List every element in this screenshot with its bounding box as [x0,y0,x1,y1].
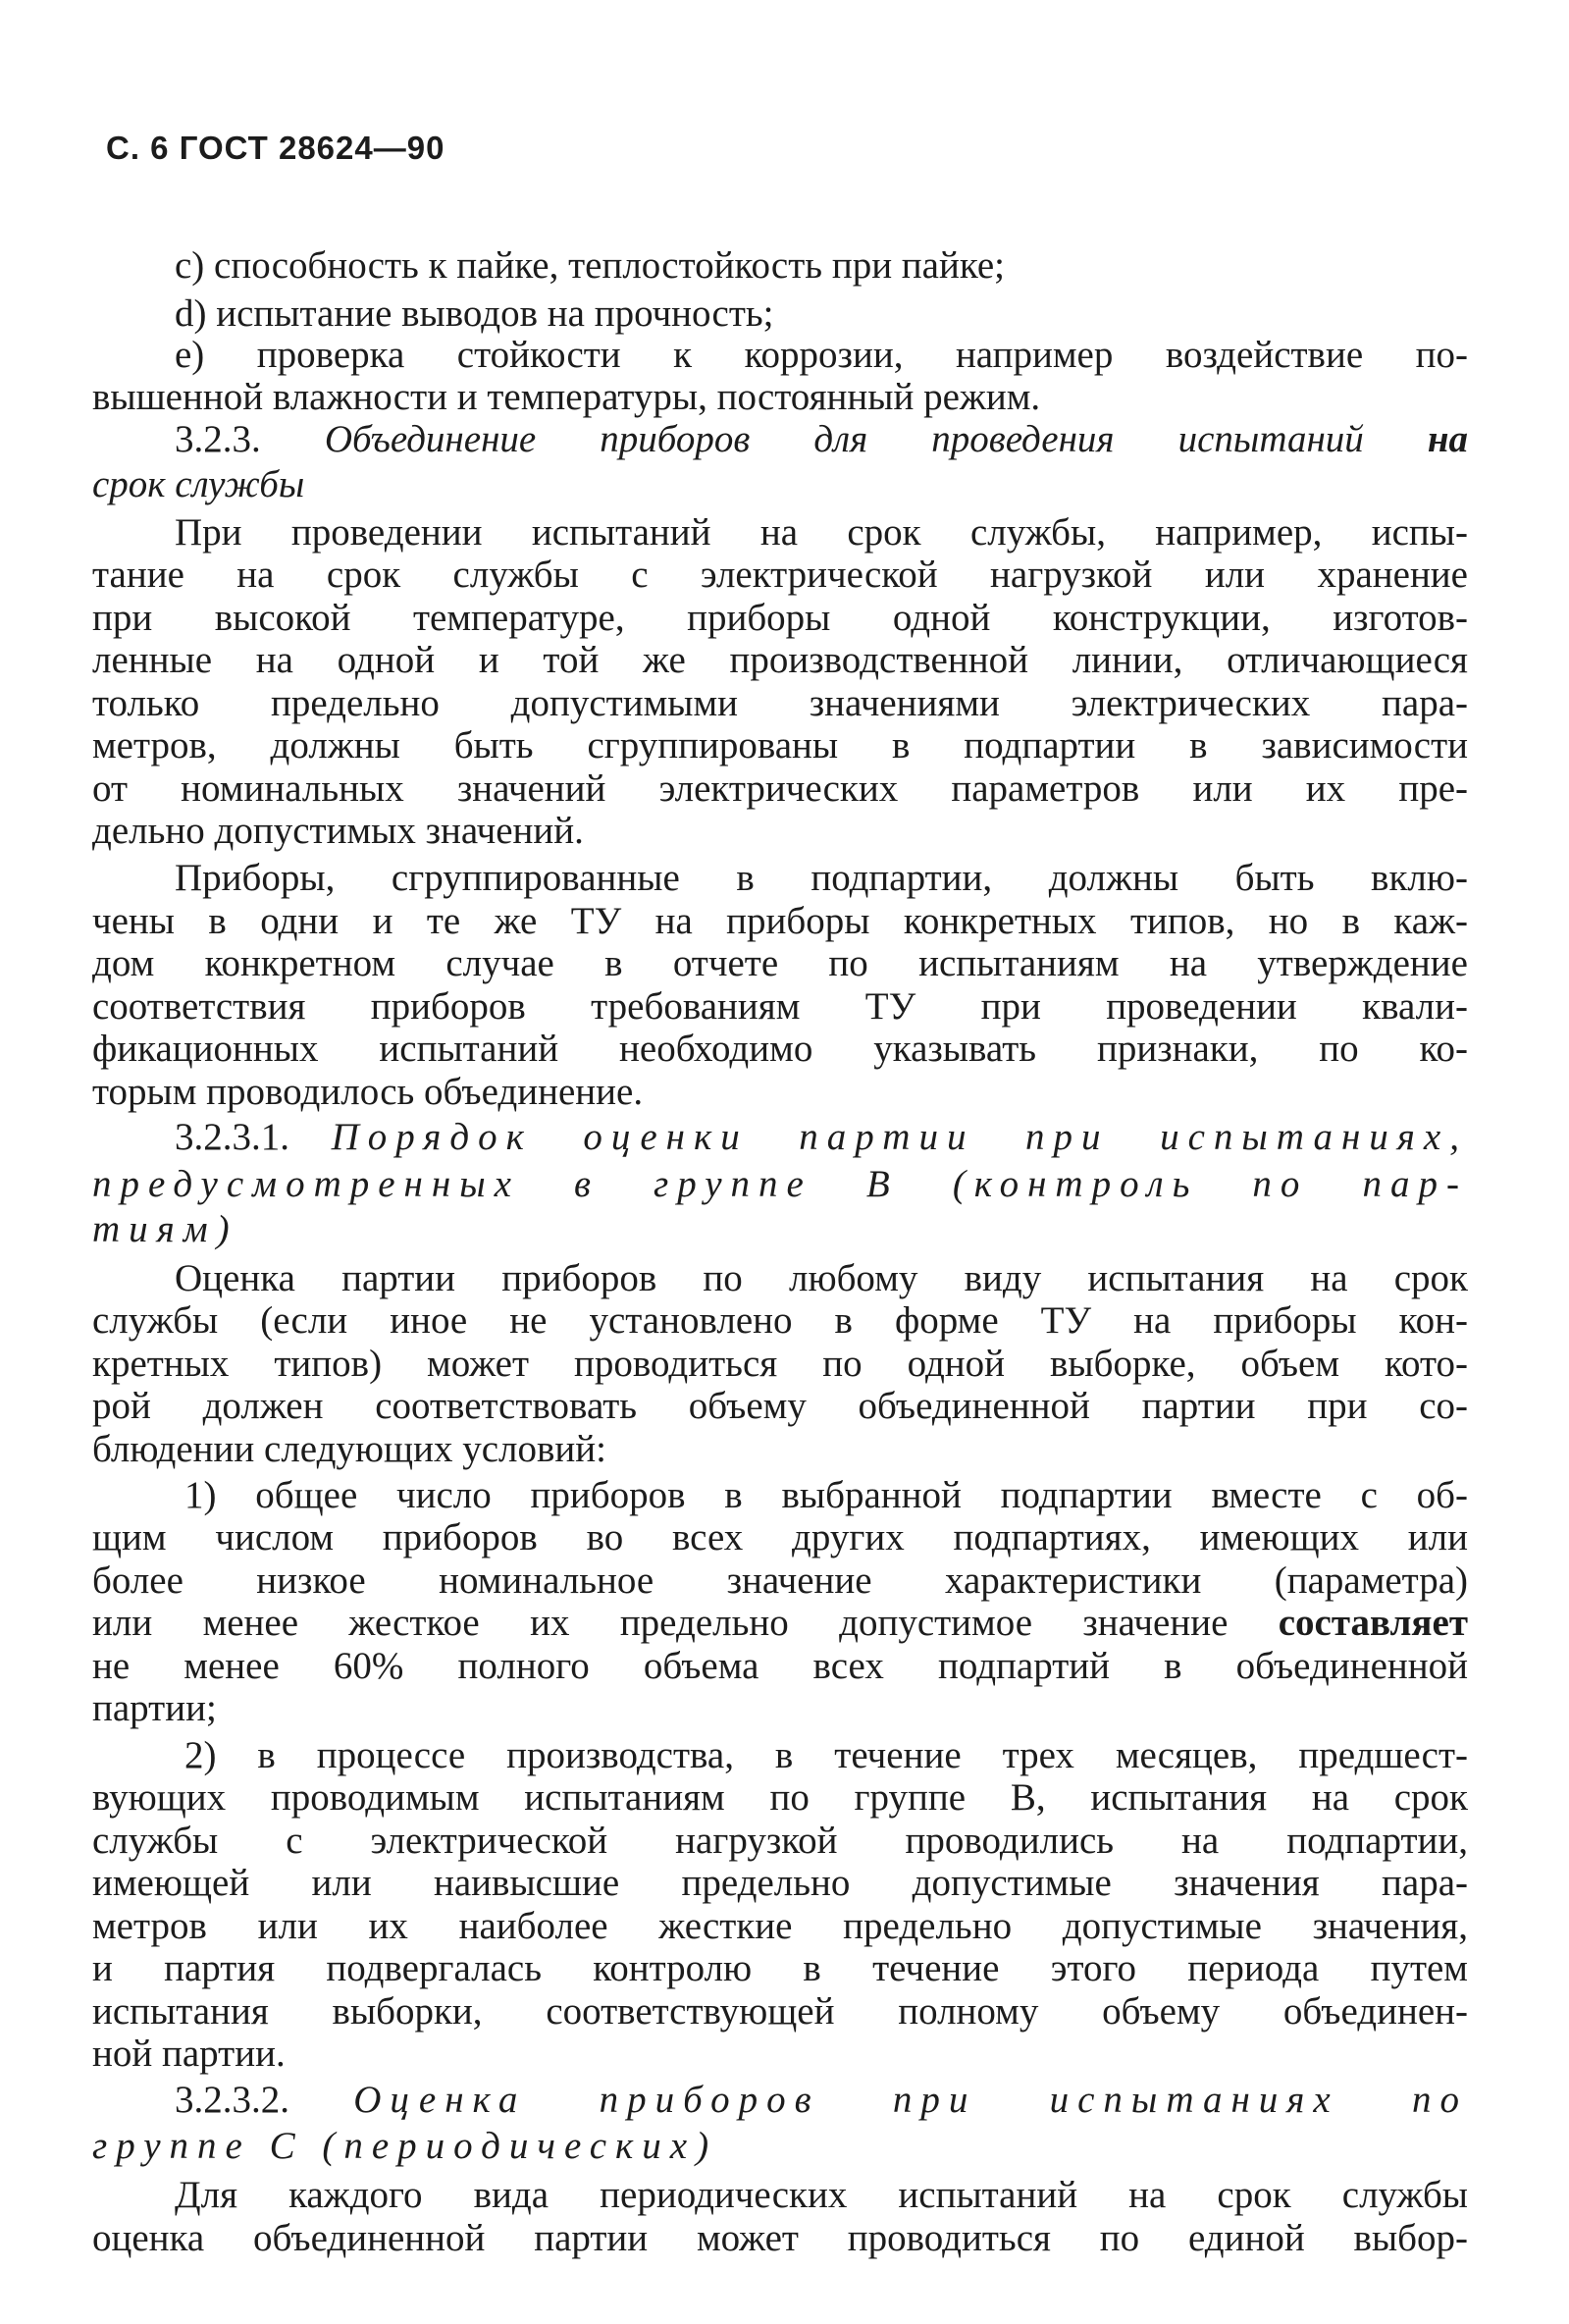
paragraph-line: чены в одни и те же ТУ на приборы конкретных типов, но в каж- [92,900,1468,942]
section-number: 3.2.3.1. [175,1116,289,1158]
paragraph-line: дом конкретном случае в отчете по испытаниям на утверждение [92,942,1468,984]
list-item-c: с) способность к пайке, теплостойкость при пайке; [175,244,1005,287]
condition-2-line: испытания выборки, соответствующей полному объему объединен- [92,1990,1468,2033]
paragraph-line: соответствия приборов требованиям ТУ при проведении квали- [92,985,1468,1028]
paragraph-line: метров, должны быть сгруппированы в подпартии в зависимости [92,724,1468,766]
condition-1-line: партии; [92,1687,217,1729]
condition-1-line: не менее 60% полного объема всех подпартий в объединенной [92,1645,1468,1687]
condition-2-line: вующих проводимым испытаниям по группе В, испытания на срок [92,1776,1468,1819]
condition-1-line: 1) общее число приборов в выбранной подпартии вместе с об- [184,1474,1468,1516]
paragraph-line: от номинальных значений электрических параметров или их пре- [92,767,1468,810]
condition-1-bold-word: составляет [1278,1602,1468,1644]
paragraph-line: Приборы, сгруппированные в подпартии, должны быть вклю- [175,857,1468,899]
section-number: 3.2.3.2. [175,2079,289,2121]
condition-1-line: более низкое номинальное значение характеристики (параметра) [92,1559,1468,1602]
section-heading-3-2-3 [175,415,1468,464]
condition-1-text: или менее жесткое их предельно допустимое значение [92,1602,1229,1644]
paragraph-line: При проведении испытаний на срок службы, например, испы- [175,511,1468,554]
condition-2-line: 2) в процессе производства, в течение трех месяцев, предшест- [184,1734,1468,1776]
condition-2-line: службы с электрической нагрузкой проводились на подпартии, [92,1820,1468,1862]
section-title-end: на [1427,418,1469,460]
paragraph-line: рой должен соответствовать объему объединенной партии при со- [92,1385,1468,1427]
section-title-line2: группе С (периодических) [92,2125,718,2167]
list-item-d: d) испытание выводов на прочность; [175,292,774,335]
condition-1-line [92,1599,1468,1648]
paragraph-line: тание на срок службы с электрической нагрузкой или хранение [92,554,1468,596]
section-title: Оценка приборов при испытаниях по [353,2079,1468,2121]
paragraph-line: оценка объединенной партии может проводиться по единой выбор- [92,2217,1468,2259]
section-heading-3-2-3-2 [175,2076,1468,2125]
paragraph-line: дельно допустимых значений. [92,810,584,852]
paragraph-line: фикационных испытаний необходимо указывать признаки, по ко- [92,1028,1468,1070]
section-number: 3.2.3. [175,418,261,460]
section-title: Порядок оценки партии при испытаниях, [331,1116,1468,1158]
paragraph-line: торым проводилось объединение. [92,1071,644,1113]
section-heading-3-2-3-1 [175,1113,1468,1162]
paragraph-line: службы (если иное не установлено в форме ТУ на приборы кон- [92,1299,1468,1342]
section-title-line2: предусмотренных в группе В (контроль по пар- [92,1163,1468,1205]
condition-2-line: имеющей или наивысшие предельно допустимые значения пара- [92,1862,1468,1904]
paragraph-line: Оценка партии приборов по любому виду испытания на срок [175,1257,1468,1299]
page-header: С. 6 ГОСТ 28624—90 [106,130,445,166]
paragraph-line: блюдении следующих условий: [92,1428,606,1470]
section-title: Объединение приборов для проведения испытаний [324,418,1364,460]
paragraph-line: при высокой температуре, приборы одной конструкции, изготов- [92,597,1468,639]
condition-2-line: и партия подвергалась контролю в течение этого периода путем [92,1947,1468,1989]
paragraph-line: кретных типов) может проводиться по одной выборке, объем кото- [92,1343,1468,1385]
paragraph-line: ленные на одной и той же производственной линии, отличающиеся [92,639,1468,681]
condition-2-line: метров или их наиболее жесткие предельно допустимые значения, [92,1905,1468,1947]
section-title-line3: тиям) [92,1208,238,1250]
condition-1-line: щим числом приборов во всех других подпартиях, имеющих или [92,1516,1468,1558]
section-title-line2: срок службы [92,463,305,505]
paragraph-line: Для каждого вида периодических испытаний на срок службы [175,2174,1468,2216]
list-item-e-line1: е) проверка стойкости к коррозии, например воздействие по- [175,334,1468,376]
list-item-e-line2: вышенной влажности и температуры, постоянный режим. [92,376,1041,418]
paragraph-line: только предельно допустимыми значениями электрических пара- [92,682,1468,724]
condition-2-line: ной партии. [92,2033,286,2075]
